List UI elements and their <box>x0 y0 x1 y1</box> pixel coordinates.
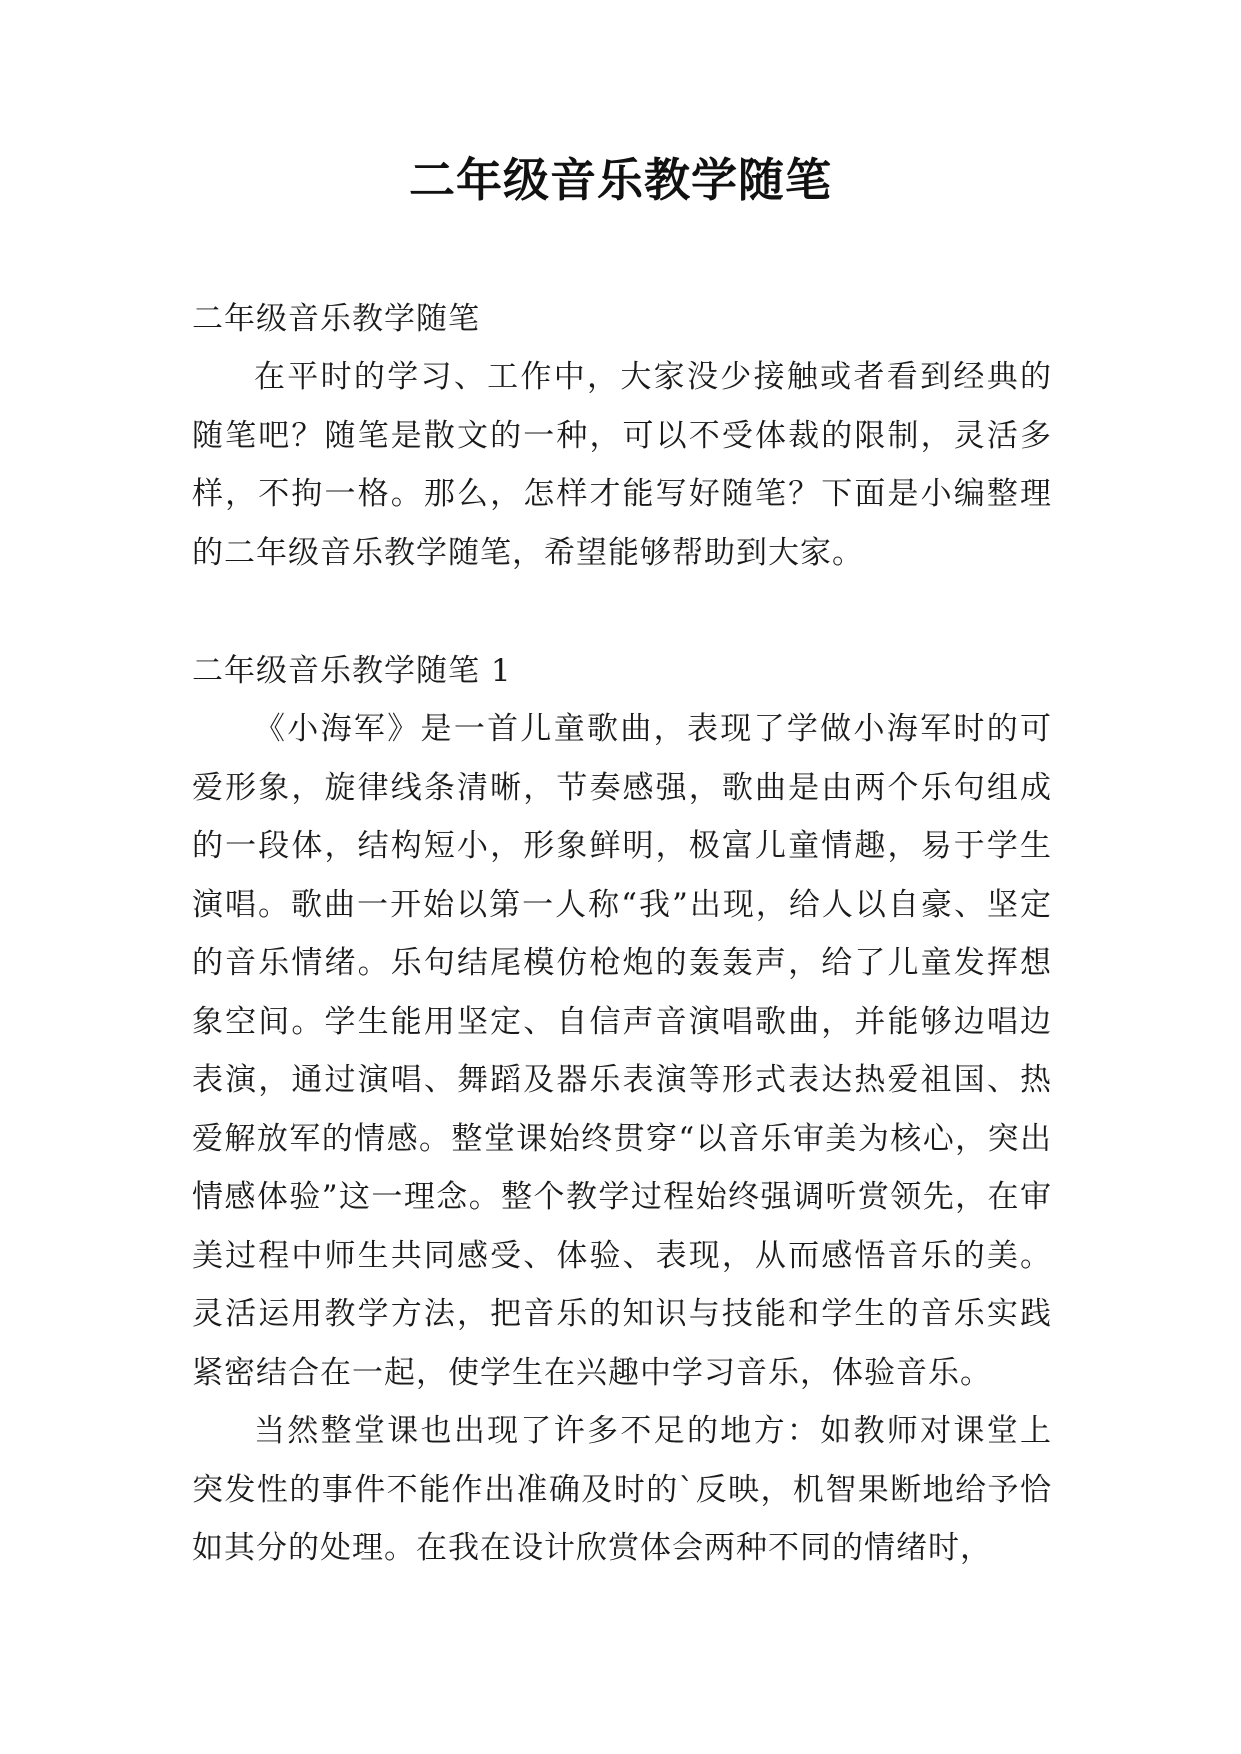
document-title: 二年级音乐教学随笔 <box>409 153 832 207</box>
body-paragraph: 当然整堂课也出现了许多不足的地方：如教师对课堂上突发性的事件不能作出准确及时的`反映，机智果断地给予恰如其分的处理。在我在设计欣赏体会两种不同的情绪时， <box>192 1413 1052 1566</box>
section-spacer <box>192 582 1052 642</box>
document-body <box>192 290 1052 1578</box>
document-subheading: 二年级音乐教学随笔 <box>192 301 480 337</box>
body-paragraph: 《小海军》是一首儿童歌曲，表现了学做小海军时的可爱形象，旋律线条清晰，节奏感强，歌曲是由两个乐句组成的一段体，结构短小，形象鲜明，极富儿童情趣，易于学生演唱。歌曲一开始以第一人称“我”出现，给人以自豪、坚定的音乐情绪。乐句结尾模仿枪炮的轰轰声，给了儿童发挥想象空间。学生能用坚定、自信声音演唱歌曲，并能够边唱边表演，通过演唱、舞蹈及器乐表演等形式表达热爱祖国、热爱解放军的情感。整堂课始终贯穿“以音乐审美为核心，突出情感体验”这一理念。整个教学过程始终强调听赏领先，在审美过程中师生共同感受、体验、表现，从而感悟音乐的美。灵活运用教学方法，把音乐的知识与技能和学生的音乐实践紧密结合在一起，使学生在兴趣中学习音乐，体验音乐。 <box>192 711 1052 1391</box>
intro-paragraph: 在平时的学习、工作中，大家没少接触或者看到经典的随笔吧？随笔是散文的一种，可以不受体裁的限制，灵活多样，不拘一格。那么，怎样才能写好随笔？下面是小编整理的二年级音乐教学随笔，希望能够帮助到大家。 <box>192 359 1052 571</box>
section-heading: 二年级音乐教学随笔 1 <box>192 653 512 689</box>
